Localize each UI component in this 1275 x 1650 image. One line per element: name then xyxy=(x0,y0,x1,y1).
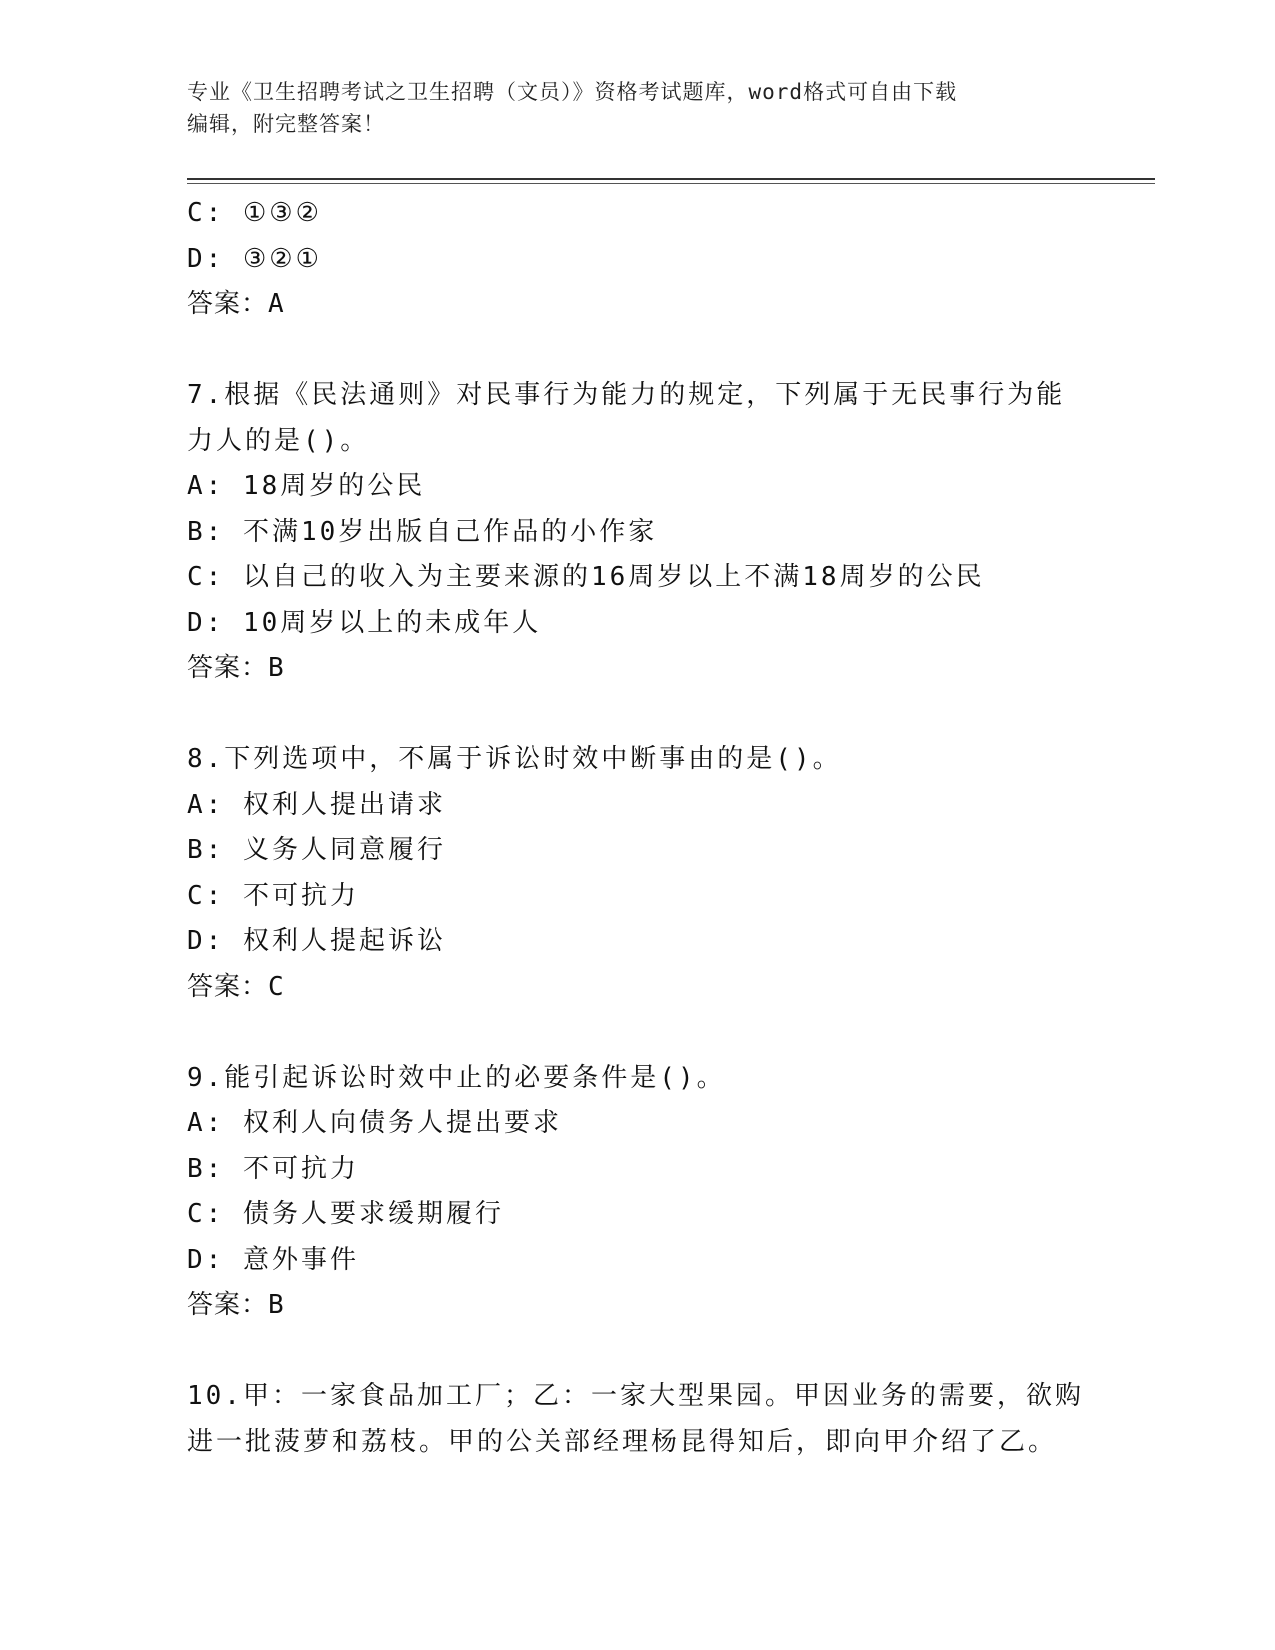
option-a: A: 权利人向债务人提出要求 xyxy=(187,1108,562,1138)
spacer xyxy=(187,692,1087,738)
option-b: B: 不满10岁出版自己作品的小作家 xyxy=(187,516,658,547)
option-b: B: 义务人同意履行 xyxy=(187,835,446,865)
option-d: D: ③②① xyxy=(187,243,322,274)
answer-label: 答案： xyxy=(187,289,269,319)
question-stem-line-1: 8.下列选项中，不属于诉讼时效中断事由的是()。 xyxy=(187,744,842,774)
question-stem-line-1: 10.甲：一家食品加工厂；乙：一家大型果园。甲因业务的需要，欲购 xyxy=(187,1381,1084,1411)
question-stem-line-1: 9.能引起诉讼时效中止的必要条件是()。 xyxy=(187,1062,726,1093)
question-stem-line-2: 力人的是()。 xyxy=(187,425,370,456)
question-9 xyxy=(187,1056,1087,1329)
option-a: A: 18周岁的公民 xyxy=(187,471,426,501)
question-8 xyxy=(187,737,1087,1010)
answer-value: B xyxy=(268,653,285,683)
option-d: D: 意外事件 xyxy=(187,1244,359,1275)
spacer xyxy=(187,1329,1087,1375)
spacer xyxy=(187,328,1087,374)
question-prev-tail xyxy=(187,191,1087,328)
answer-line xyxy=(187,282,1087,328)
answer-value: A xyxy=(268,289,285,319)
question-10 xyxy=(187,1374,1087,1465)
option-d: D: 权利人提起诉讼 xyxy=(187,926,446,956)
option-d: D: 10周岁以上的未成年人 xyxy=(187,607,542,638)
option-c: C: 不可抗力 xyxy=(187,880,359,911)
answer-value: B xyxy=(268,1290,285,1320)
page-header xyxy=(187,76,1087,140)
header-divider-thin xyxy=(187,183,1155,184)
answer-value: C xyxy=(268,971,285,1002)
option-c: C: ①③② xyxy=(187,198,322,228)
header-line-1: 专业《卫生招聘考试之卫生招聘（文员）》资格考试题库，word格式可自由下载 xyxy=(187,80,958,104)
option-b: B: 不可抗力 xyxy=(187,1153,359,1184)
answer-line xyxy=(187,646,1087,692)
answer-line xyxy=(187,1283,1087,1329)
option-c: C: 以自己的收入为主要来源的16周岁以上不满18周岁的公民 xyxy=(187,562,985,592)
option-c: C: 债务人要求缓期履行 xyxy=(187,1199,504,1229)
answer-label: 答案： xyxy=(187,1290,269,1320)
question-7 xyxy=(187,373,1087,692)
option-a: A: 权利人提出请求 xyxy=(187,789,446,820)
document-body xyxy=(187,191,1087,1465)
header-line-2: 编辑，附完整答案！ xyxy=(187,112,385,136)
spacer xyxy=(187,1010,1087,1056)
header-divider-thick xyxy=(187,178,1155,180)
answer-label: 答案： xyxy=(187,971,269,1002)
question-stem-line-1: 7.根据《民法通则》对民事行为能力的规定，下列属于无民事行为能 xyxy=(187,380,1066,410)
answer-line xyxy=(187,965,1087,1011)
question-stem-line-2: 进一批菠萝和荔枝。甲的公关部经理杨昆得知后，即向甲介绍了乙。 xyxy=(187,1426,1058,1457)
answer-label: 答案： xyxy=(187,653,269,683)
